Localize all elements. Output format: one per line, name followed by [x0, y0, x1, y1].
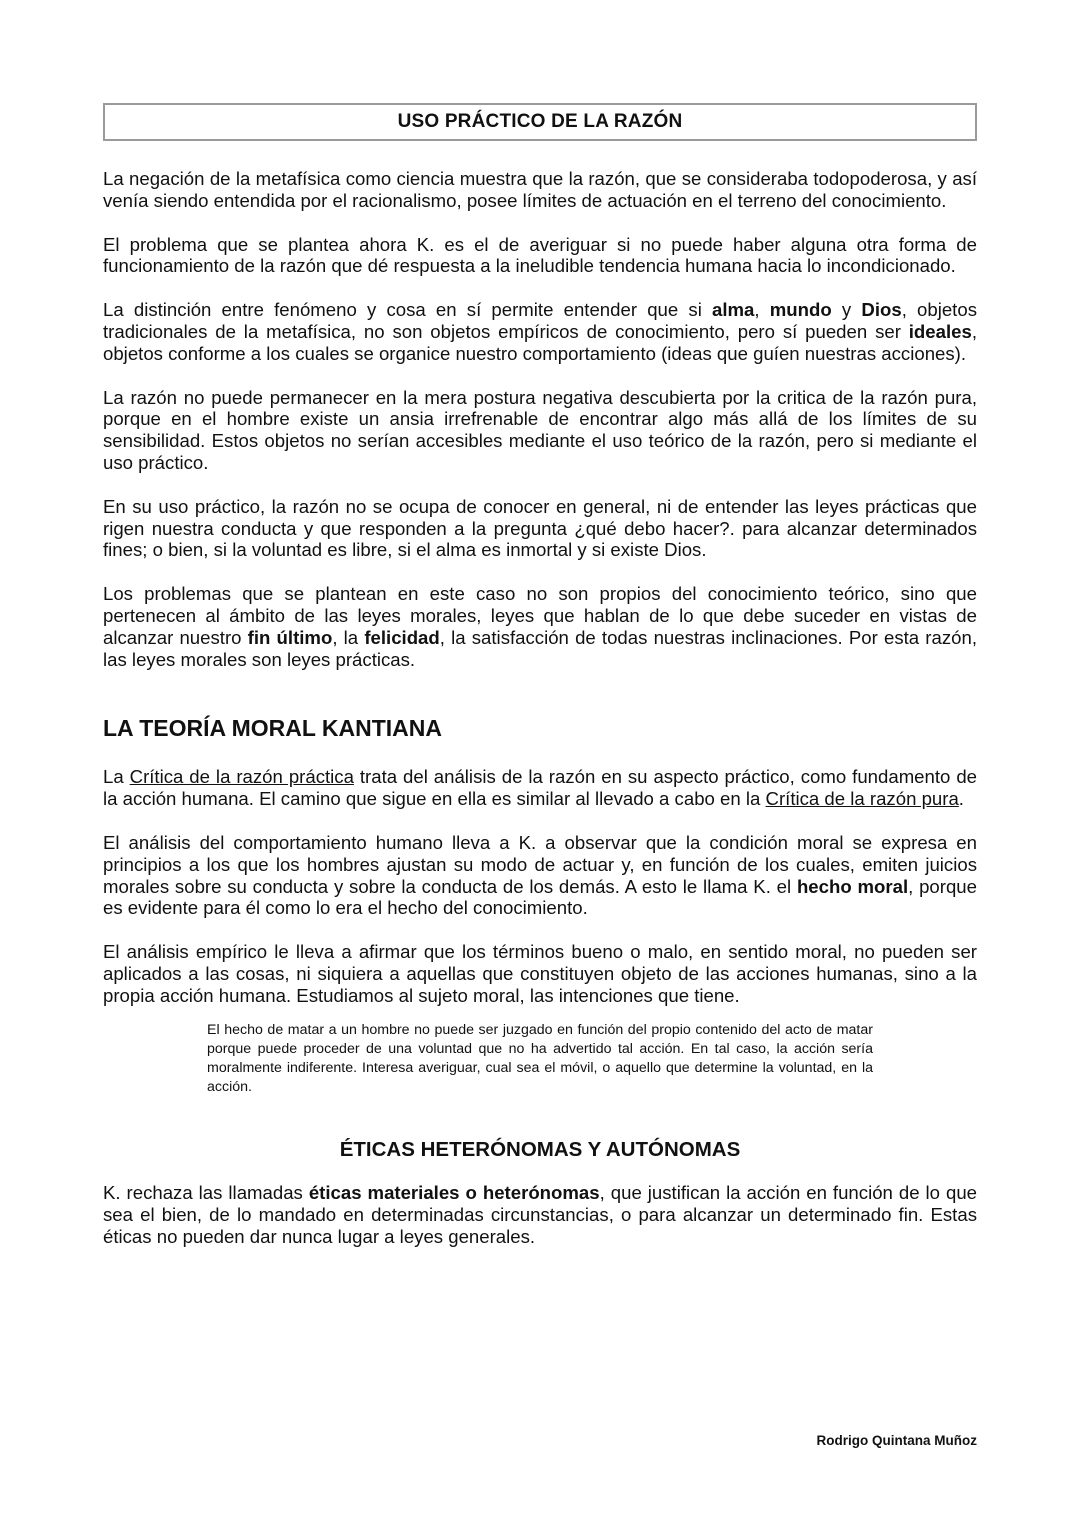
bold-term: mundo	[769, 299, 832, 321]
author-footer: Rodrigo Quintana Muñoz	[816, 1433, 977, 1448]
paragraph-10: K. rechaza las llamadas éticas materiales o heterónomas, que justifican la acción en función de lo que sea el bien, de lo mandado en determinadas circunstancias, o para alcanzar un determinado fin. Estas éticas no pueden dar nunca lugar a leyes generales.	[103, 1182, 977, 1247]
indented-example-note: El hecho de matar a un hombre no puede ser juzgado en función del propio contenido del acto de matar porque puede proceder de una voluntad que no ha advertido tal acción. En tal caso, la acción sería moralmente indiferente. Interesa averiguar, cual sea el móvil, o aquello que determine la voluntad, en la acción.	[207, 1021, 873, 1096]
bold-term: ideales	[908, 320, 972, 342]
bold-term: Dios	[861, 299, 902, 321]
bold-term: felicidad	[364, 626, 440, 648]
section-heading-ethics: ÉTICAS HETERÓNOMAS Y AUTÓNOMAS	[339, 1138, 741, 1162]
paragraph-4: La razón no puede permanecer en la mera postura negativa descubierta por la critica de la razón pura, porque en el hombre existe un ansia irrefrenable de encontrar algo más allá de los límites de su sensibilidad. Estos objetos no serían accesibles mediante el uso teórico de la razón, pero si mediante el uso práctico.	[103, 386, 977, 473]
book-title-underlined: Crítica de la razón pura	[765, 788, 959, 810]
bold-term: hecho moral	[796, 875, 909, 897]
page-title: USO PRÁCTICO DE LA RAZÓN	[103, 103, 977, 141]
section-heading-moral-theory: LA TEORÍA MORAL KANTIANA	[103, 715, 443, 742]
paragraph-8: El análisis del comportamiento humano lleva a K. a observar que la condición moral se expresa en principios a los que los hombres ajustan su modo de actuar y, en función de los cuales, emiten juicios morales sobre su conducta y sobre la conducta de los demás. A esto le llama K. el hecho moral, porque es evidente para él como lo era el hecho del conocimiento.	[103, 831, 977, 919]
document-page	[103, 103, 977, 1270]
paragraph-6: Los problemas que se plantean en este caso no son propios del conocimiento teórico, sino que pertenecen al ámbito de las leyes morales, leyes que hablan de lo que debe suceder en vistas de alcanzar nuestro fin último, la felicidad, la satisfacción de todas nuestras inclinaciones. Por esta razón, las leyes morales son leyes prácticas.	[103, 583, 977, 670]
bold-term: éticas materiales o heterónomas	[308, 1182, 600, 1204]
bold-term: alma	[712, 299, 755, 321]
book-title-underlined: Crítica de la razón práctica	[129, 766, 354, 788]
paragraph-1: La negación de la metafísica como ciencia muestra que la razón, que se consideraba todopoderosa, y así venía siendo entendida por el racionalismo, posee límites de actuación en el terreno del conocimiento.	[103, 168, 977, 211]
paragraph-9: El análisis empírico le lleva a afirmar que los términos bueno o malo, en sentido moral, no pueden ser aplicados a las cosas, ni siquiera a aquellas que constituyen objeto de las acciones humanas, sino a la propia acción humana. Estudiamos al sujeto moral, las intenciones que tiene.	[103, 941, 977, 1006]
paragraph-7: La Crítica de la razón práctica trata del análisis de la razón en su aspecto práctico, como fundamento de la acción humana. El camino que sigue en ella es similar al llevado a cabo en la Crítica de la razón pura.	[103, 766, 977, 810]
paragraph-5: En su uso práctico, la razón no se ocupa de conocer en general, ni de entender las leyes prácticas que rigen nuestra conducta y que responden a la pregunta ¿qué debo hacer?. para alcanzar determinados fines; o bien, si la voluntad es libre, si el alma es inmortal y si existe Dios.	[103, 495, 977, 561]
paragraph-2: El problema que se plantea ahora K. es el de averiguar si no puede haber alguna otra forma de funcionamiento de la razón que dé respuesta a la ineludible tendencia humana hacia lo incondicionado.	[103, 233, 977, 277]
paragraph-3: La distinción entre fenómeno y cosa en sí permite entender que si alma, mundo y Dios, objetos tradicionales de la metafísica, no son objetos empíricos de conocimiento, pero sí pueden ser ideales, objetos conforme a los cuales se organice nuestro comportamiento (ideas que guíen nuestras acciones).	[103, 299, 977, 364]
bold-term: fin último	[247, 626, 333, 648]
